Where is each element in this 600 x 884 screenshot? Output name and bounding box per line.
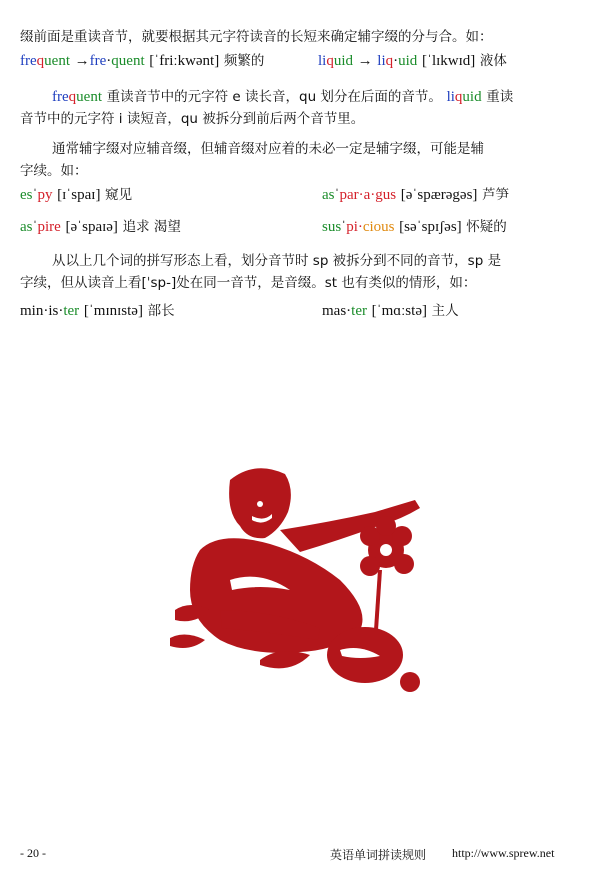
papercut-illustration	[160, 460, 440, 700]
ipa-minister: [ˈmɪnɪstə]	[83, 303, 143, 319]
gloss-frequent: 频繁的	[223, 53, 265, 69]
para2-text-b: 重读	[486, 89, 514, 105]
example-suspicious: susˈpi·cious [səˈspɪʃəs] 怀疑的	[322, 219, 507, 235]
example-liquid: liquid → liq·uid [ˈlɪkwɪd] 液体	[318, 53, 507, 69]
para2-text-a: 重读音节中的元字符 e 读长音，qu 划分在后面的音节。	[106, 89, 442, 105]
ipa-liquid: [ˈlɪkwɪd]	[421, 53, 476, 69]
ipa-asparagus: [əˈspærəgəs]	[400, 187, 478, 203]
paragraph-2-line-1: frequent 重读音节中的元字符 e 读长音，qu 划分在后面的音节。 liquid 重读	[52, 89, 514, 105]
example-row-1	[20, 50, 578, 72]
arrow-2: →	[357, 53, 373, 69]
gloss-master: 主人	[431, 303, 459, 319]
arrow-1: →	[74, 53, 90, 69]
gloss-espy: 窥见	[105, 187, 133, 203]
footer-url[interactable]: http://www.sprew.net	[452, 846, 555, 860]
gloss-liquid: 液体	[479, 53, 507, 69]
example-row-3: asˈpire [əˈspaɪə] 追求 渴望 susˈpi·cious [səˈspɪʃəs] 怀疑的	[20, 216, 578, 238]
ipa-aspire: [əˈspaɪə]	[65, 219, 118, 235]
syllable-fre: fre	[89, 53, 107, 69]
gloss-suspicious: 怀疑的	[466, 219, 507, 235]
gloss-asparagus: 芦笋	[482, 187, 510, 203]
example-row-4: min·is·ter [ˈmɪnɪstə] 部长 mas·ter [ˈmɑːstə] 主人	[20, 300, 578, 322]
paragraph-2-line-2: 音节中的元字符 i 读短音，qu 被拆分到前后两个音节里。	[20, 111, 365, 127]
paragraph-3-line-1: 通常辅字缀对应辅音缀，但辅音缀对应着的未必一定是辅字缀，可能是辅	[52, 141, 484, 157]
example-word-frequent: frequent	[20, 53, 70, 69]
syllable-quent: quent	[111, 53, 145, 69]
ipa-master: [ˈmɑːstə]	[371, 303, 427, 319]
ipa-espy: [ɪˈspaɪ]	[57, 187, 101, 203]
ipa-suspicious: [səˈspɪʃəs]	[399, 219, 462, 235]
ipa-frequent: [ˈfriːkwənt]	[149, 53, 220, 69]
paragraph-4-line-2: 字续，但从读音上看[ˈsp-]处在同一音节，是音缀。st 也有类似的情形，如：	[20, 275, 477, 291]
gloss-minister: 部长	[147, 303, 175, 319]
gloss-aspire: 追求 渴望	[122, 219, 181, 235]
example-asparagus: asˈpar·a·gus [əˈspærəgəs] 芦笋	[322, 187, 510, 203]
paragraph-3-line-2: 字续。如：	[20, 163, 88, 179]
paragraph-4-line-1: 从以上几个词的拼写形态上看，划分音节时 sp 被拆分到不同的音节，sp 是	[52, 253, 502, 269]
example-row-2: esˈpy [ɪˈspaɪ] 窥见 asˈpar·a·gus [əˈspærəgəs] 芦笋	[20, 184, 578, 206]
page-number: - 20 -	[20, 846, 46, 860]
footer-title: 英语单词拼读规则	[330, 848, 427, 862]
example-master: mas·ter [ˈmɑːstə] 主人	[322, 303, 459, 319]
paragraph-1-continuation: 缀前面是重读音节，就要根据其元字符读音的长短来确定辅字缀的分与合。如：	[20, 29, 493, 45]
syllable-dot: ·	[106, 53, 112, 69]
